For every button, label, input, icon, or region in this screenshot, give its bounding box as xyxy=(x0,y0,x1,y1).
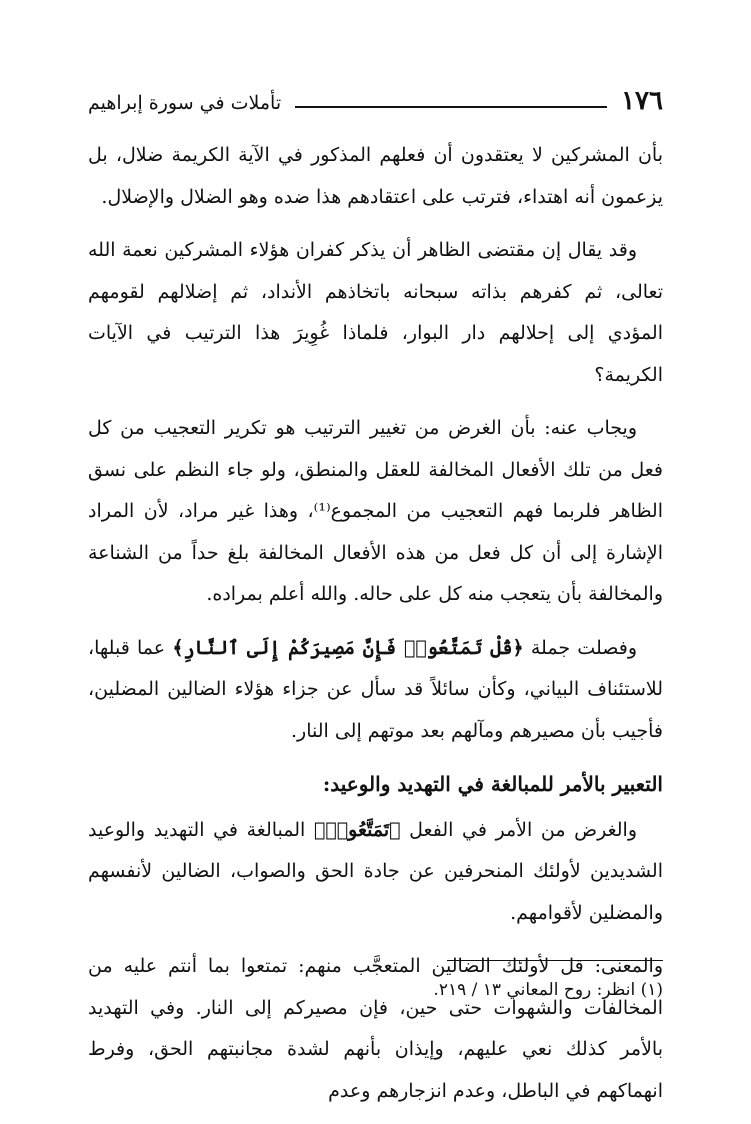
paragraph-4 xyxy=(88,628,663,753)
quran-word: ﴿تَمَتَّعُوا۟﴾ xyxy=(313,818,401,841)
paragraph-2: وقد يقال إن مقتضى الظاهر أن يذكر كفران هؤلاء المشركين نعمة الله تعالى، ثم كفرهم بذاته سبحانه باتخاذهم الأنداد، ثم إضلالهم لقومهم المؤدي إلى إحلالهم دار البوار، فلماذا غُوِيرَ هذا الترتيب في الآيات الكريمة؟ xyxy=(88,239,663,386)
body-text xyxy=(88,135,663,1124)
paragraph-5-rest: المبالغة في التهديد والوعيد الشديدين لأولئك المنحرفين عن جادة الحق والصواب، الضالين لأنفسهم والمضلين لأقوامهم. xyxy=(88,818,663,924)
section-heading: التعبير بالأمر للمبالغة في التهديد والوعيد: xyxy=(322,772,663,796)
page-header xyxy=(88,86,663,114)
footnote: (١) انظر: روح المعاني ١٣ / ٢١٩. xyxy=(433,980,663,1000)
quran-verse: ﴿قُلْ تَمَتَّعُوا۟ فَإِنَّ مَصِيرَكُمْ إِلَى ٱلنَّارِ﴾ xyxy=(172,636,524,659)
header-rule xyxy=(295,106,607,108)
running-title: تأملات في سورة إبراهيم xyxy=(88,92,282,114)
paragraph-1: بأن المشركين لا يعتقدون أن فعلهم المذكور في الآية الكريمة ضلال، بل يزعمون أنه اهتداء، فترتب على اعتقادهم هذا ضده وهو الضلال والإضلال. xyxy=(88,144,663,208)
paragraph-4-lead: وفصلت جملة xyxy=(530,636,637,659)
paragraph-6: والمعنى: قل لأولئك الضالين المتعجَّب منهم: تمتعوا بما أنتم عليه من المخالفات والشهوات حتى حين، فإن مصيركم إلى النار. وفي التهديد بالأمر كذلك نعي عليهم، وإيذان بأنهم لشدة مجانبتهم الحق، وفرط انهماكهم في الباطل، وعدم انزجارهم وعدم xyxy=(88,955,663,1102)
page-number: ١٧٦ xyxy=(621,86,663,116)
paragraph-4-rest: عما قبلها، للاستئناف البياني، وكأن سائلاً قد سأل عن جزاء هؤلاء الضالين المضلين، فأجيب بأن مصيرهم ومآلهم بعد موتهم إلى النار. xyxy=(88,636,663,742)
paragraph-5-lead: والغرض من الأمر في الفعل xyxy=(409,818,638,841)
paragraph-5 xyxy=(88,810,663,935)
paragraph-3: ويجاب عنه: بأن الغرض من تغيير الترتيب هو تكرير التعجيب من كل فعل من تلك الأفعال المخالفة للعقل والمنطق، ولو جاء النظم على نسق الظاهر فلربما فهم التعجيب من المجموع⁽¹⁾، وهذا غير مراد، لأن المراد الإشارة إلى أن كل فعل من هذه الأفعال المخالفة بلغ حداً من الشناعة والمخالفة بأن يتعجب منه كل على حاله. والله أعلم بمراده. xyxy=(88,417,663,605)
footnote-rule xyxy=(447,960,663,961)
